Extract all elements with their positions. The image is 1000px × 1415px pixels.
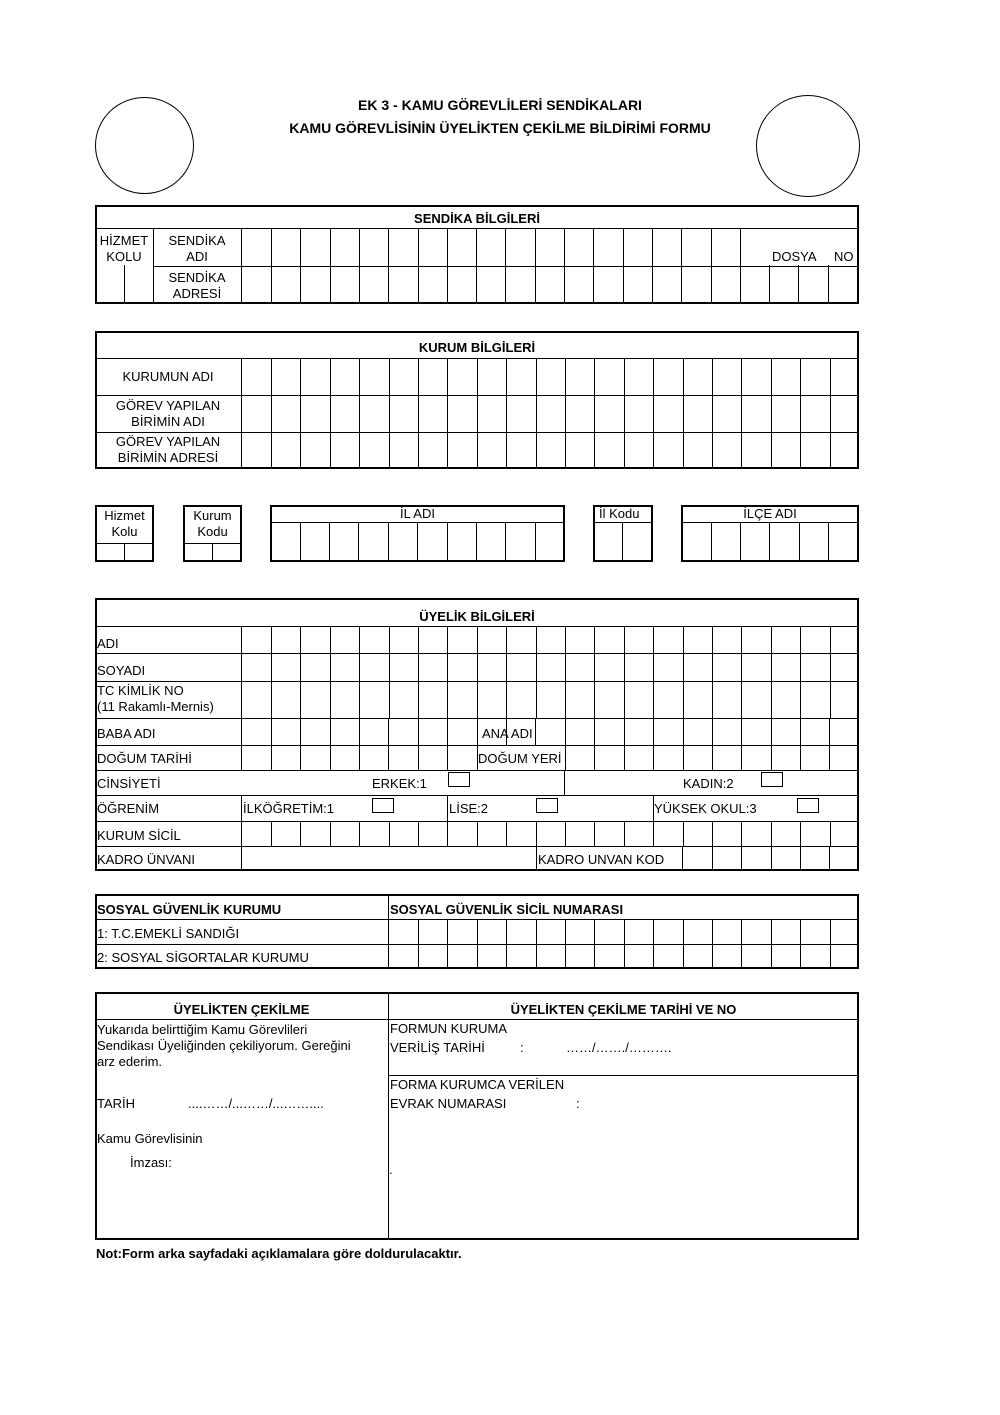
cell-divider bbox=[271, 626, 272, 718]
baba-adi-label: BABA ADI bbox=[97, 726, 156, 741]
dogum-yeri-label: DOĞUM YERİ bbox=[478, 751, 562, 766]
cell-divider bbox=[565, 919, 566, 969]
cell-divider bbox=[418, 821, 419, 846]
cell-divider bbox=[359, 718, 360, 770]
cell-divider bbox=[594, 358, 595, 469]
cekilme-right-header: ÜYELİKTEN ÇEKİLME TARİHİ VE NO bbox=[510, 1002, 737, 1017]
cell-divider bbox=[300, 228, 301, 303]
cell-divider bbox=[564, 228, 565, 303]
cell-divider bbox=[505, 228, 506, 303]
evrak-numarasi-label: EVRAK NUMARASI bbox=[390, 1096, 507, 1111]
hizmet-kolu-label: HİZMET KOLU bbox=[99, 233, 149, 264]
cell-divider bbox=[771, 846, 772, 871]
cell-divider bbox=[769, 522, 770, 562]
cell-divider bbox=[271, 821, 272, 846]
cell-divider bbox=[771, 626, 772, 718]
cell-divider bbox=[623, 228, 624, 303]
cell-divider bbox=[683, 358, 684, 469]
cell-divider bbox=[300, 718, 301, 770]
cell-divider bbox=[740, 228, 741, 303]
cell-divider bbox=[447, 919, 448, 969]
kurum-section-title: KURUM BİLGİLERİ bbox=[418, 340, 536, 355]
cell-divider bbox=[477, 821, 478, 846]
lise-checkbox[interactable] bbox=[536, 798, 558, 813]
ilkogretim-checkbox[interactable] bbox=[372, 798, 394, 813]
cell-divider bbox=[389, 358, 390, 469]
cell-divider bbox=[447, 795, 448, 821]
birim-adresi-label: GÖREV YAPILAN BİRİMİN ADRESİ bbox=[115, 434, 221, 465]
cell-divider bbox=[535, 718, 536, 745]
cell-divider bbox=[418, 228, 419, 303]
statement-line-2: Sendikası Üyeliğinden çekiliyorum. Gereğini bbox=[97, 1038, 351, 1053]
form-title-line2: KAMU GÖREVLİSİNİN ÜYELİKTEN ÇEKİLME BİLDİRİMİ FORMU bbox=[289, 120, 711, 136]
cell-divider bbox=[594, 745, 595, 770]
cell-divider bbox=[565, 626, 566, 718]
cell-divider bbox=[771, 745, 772, 770]
cell-divider bbox=[329, 522, 330, 562]
erkek-label: ERKEK:1 bbox=[372, 776, 427, 791]
cell-divider bbox=[741, 626, 742, 718]
gorevli-label: Kamu Görevlisinin bbox=[97, 1131, 203, 1146]
formun-kuruma-label: FORMUN KURUMA bbox=[390, 1021, 507, 1036]
soyadi-label: SOYADI bbox=[97, 663, 146, 678]
ana-adi-label: ANA ADI bbox=[482, 726, 533, 741]
cell-divider bbox=[800, 626, 801, 718]
cell-divider bbox=[741, 718, 742, 745]
kadro-unvan-kod-label: KADRO UNVAN KOD bbox=[538, 852, 665, 867]
cell-divider bbox=[830, 919, 831, 969]
cell-divider bbox=[447, 228, 448, 303]
cell-divider bbox=[800, 821, 801, 846]
kadin-label: KADIN:2 bbox=[683, 776, 734, 791]
cell-divider bbox=[800, 919, 801, 969]
cell-divider bbox=[830, 626, 831, 718]
cell-divider bbox=[624, 745, 625, 770]
cell-divider bbox=[536, 626, 537, 718]
cell-divider bbox=[712, 821, 713, 846]
cell-divider bbox=[506, 919, 507, 969]
cell-divider bbox=[799, 522, 800, 562]
cell-divider bbox=[594, 919, 595, 969]
no-label: NO bbox=[834, 249, 854, 264]
sgk-kurum-header: SOSYAL GÜVENLİK KURUMU bbox=[97, 902, 282, 917]
cell-divider bbox=[300, 821, 301, 846]
cell-divider bbox=[653, 795, 654, 821]
cell-divider bbox=[653, 626, 654, 718]
hizmet-kolu-code-label: Hizmet Kolu bbox=[104, 508, 145, 539]
cell-divider bbox=[477, 919, 478, 969]
cell-divider bbox=[771, 718, 772, 745]
cell-divider bbox=[828, 265, 829, 303]
cell-divider bbox=[300, 626, 301, 718]
cell-divider bbox=[681, 228, 682, 303]
cell-divider bbox=[536, 358, 537, 469]
tc-label-2: (11 Rakamlı-Mernis) bbox=[97, 699, 214, 714]
cell-divider bbox=[418, 358, 419, 469]
cell-divider bbox=[741, 358, 742, 469]
cell-divider bbox=[740, 522, 741, 562]
tarih-label: TARİH bbox=[97, 1096, 136, 1111]
verilis-tarihi-label: VERİLİŞ TARİHİ bbox=[390, 1040, 485, 1055]
kadin-checkbox[interactable] bbox=[761, 772, 783, 787]
cell-divider bbox=[300, 358, 301, 469]
adi-label: ADI bbox=[97, 636, 119, 651]
cell-divider bbox=[798, 265, 799, 303]
verilis-colon: : bbox=[520, 1040, 524, 1055]
footer-note: Not:Form arka sayfadaki açıklamalara göre doldurulacaktır. bbox=[96, 1246, 462, 1261]
cell-divider bbox=[593, 228, 594, 303]
tc-label-1: TC KİMLİK NO bbox=[97, 683, 184, 698]
sendika-adi-label: SENDİKA ADI bbox=[168, 233, 226, 264]
cell-divider bbox=[829, 718, 830, 745]
cell-divider bbox=[712, 358, 713, 469]
imza-label: İmzası: bbox=[130, 1155, 172, 1170]
cell-divider bbox=[653, 919, 654, 969]
cell-divider bbox=[477, 358, 478, 469]
dosya-label: DOSYA bbox=[772, 249, 817, 264]
cell-divider bbox=[535, 228, 536, 303]
cell-divider bbox=[741, 846, 742, 871]
ogrenim-label: ÖĞRENİM bbox=[97, 801, 160, 816]
cell-divider bbox=[447, 821, 448, 846]
cell-divider bbox=[712, 745, 713, 770]
statement-line-3: arz ederim. bbox=[97, 1054, 163, 1069]
cell-divider bbox=[712, 626, 713, 718]
cell-divider bbox=[624, 821, 625, 846]
lise-label: LİSE:2 bbox=[449, 801, 489, 816]
cell-divider bbox=[652, 228, 653, 303]
cell-divider bbox=[800, 718, 801, 745]
cell-divider bbox=[271, 358, 272, 469]
cell-divider bbox=[447, 358, 448, 469]
cell-divider bbox=[447, 626, 448, 718]
cell-divider bbox=[565, 821, 566, 846]
tarih-value[interactable]: ....……/...……/...…….... bbox=[188, 1096, 324, 1111]
cell-divider bbox=[741, 919, 742, 969]
cell-divider bbox=[418, 919, 419, 969]
cell-divider bbox=[300, 522, 301, 562]
cell-divider bbox=[536, 919, 537, 969]
cell-divider bbox=[565, 745, 566, 770]
verilis-tarihi-value[interactable]: ……/……./………. bbox=[566, 1040, 672, 1055]
cell-divider bbox=[536, 821, 537, 846]
cell-divider bbox=[624, 358, 625, 469]
cell-divider bbox=[829, 846, 830, 871]
dogum-tarihi-label: DOĞUM TARİHİ bbox=[97, 751, 192, 766]
cinsiyeti-label: CİNSİYETİ bbox=[97, 776, 161, 791]
cell-divider bbox=[800, 745, 801, 770]
cell-divider bbox=[359, 821, 360, 846]
cell-divider bbox=[389, 626, 390, 718]
cell-divider bbox=[769, 265, 770, 303]
cell-divider bbox=[653, 718, 654, 745]
cell-divider bbox=[476, 522, 477, 562]
cell-divider bbox=[359, 358, 360, 469]
cell-divider bbox=[330, 821, 331, 846]
cell-divider bbox=[388, 522, 389, 562]
cell-divider bbox=[771, 358, 772, 469]
statement-line-1: Yukarıda belirttiğim Kamu Görevlileri bbox=[97, 1022, 308, 1037]
cell-divider bbox=[800, 846, 801, 871]
cell-divider bbox=[271, 228, 272, 303]
cell-divider bbox=[447, 522, 448, 562]
cell-divider bbox=[418, 718, 419, 770]
cell-divider bbox=[683, 718, 684, 745]
cell-divider bbox=[711, 522, 712, 562]
kadro-unvani-label: KADRO ÜNVANI bbox=[97, 852, 195, 867]
sgk-sicil-header: SOSYAL GÜVENLİK SİCİL NUMARASI bbox=[390, 902, 624, 917]
cell-divider bbox=[829, 745, 830, 770]
cell-divider bbox=[594, 626, 595, 718]
cell-divider bbox=[682, 846, 683, 871]
cell-divider bbox=[741, 745, 742, 770]
cell-divider bbox=[712, 846, 713, 871]
cell-divider bbox=[712, 919, 713, 969]
cell-divider bbox=[388, 228, 389, 303]
kurum-kodu-code-label: Kurum Kodu bbox=[193, 508, 232, 539]
kurum-sicil-label: KURUM SİCİL bbox=[97, 828, 181, 843]
yuksek-okul-checkbox[interactable] bbox=[797, 798, 819, 813]
cell-divider bbox=[653, 358, 654, 469]
cell-divider bbox=[624, 718, 625, 745]
forma-kurumca-label: FORMA KURUMCA VERİLEN bbox=[390, 1077, 565, 1092]
cell-divider bbox=[359, 228, 360, 303]
cell-divider bbox=[271, 718, 272, 770]
evrak-colon: : bbox=[576, 1096, 580, 1111]
cell-divider bbox=[535, 522, 536, 562]
cell-divider bbox=[653, 745, 654, 770]
cell-divider bbox=[683, 745, 684, 770]
form-title-line1: EK 3 - KAMU GÖREVLİLERİ SENDİKALARI bbox=[358, 97, 642, 113]
cell-divider bbox=[800, 358, 801, 469]
cell-divider bbox=[506, 821, 507, 846]
cell-divider bbox=[711, 228, 712, 303]
cell-divider bbox=[359, 626, 360, 718]
cell-divider bbox=[771, 821, 772, 846]
ilce-adi-label: İLÇE ADI bbox=[743, 506, 797, 521]
cell-divider bbox=[476, 228, 477, 303]
ilkogretim-label: İLKÖĞRETİM:1 bbox=[243, 801, 335, 816]
cell-divider bbox=[624, 919, 625, 969]
cell-divider bbox=[330, 626, 331, 718]
kurumun-adi-label: KURUMUN ADI bbox=[122, 369, 214, 384]
cell-divider bbox=[830, 358, 831, 469]
sendika-adresi-label: SENDİKA ADRESİ bbox=[168, 270, 226, 301]
cell-divider bbox=[506, 358, 507, 469]
cell-divider bbox=[565, 718, 566, 745]
cell-divider bbox=[712, 718, 713, 745]
cell-divider bbox=[505, 522, 506, 562]
cell-divider bbox=[477, 718, 478, 770]
sendika-section-title: SENDİKA BİLGİLERİ bbox=[414, 211, 540, 226]
sgk-option-1: 1: T.C.EMEKLİ SANDIĞI bbox=[97, 926, 240, 941]
cell-divider bbox=[477, 626, 478, 718]
cell-divider bbox=[624, 626, 625, 718]
cell-divider bbox=[653, 821, 654, 846]
cell-divider bbox=[741, 821, 742, 846]
cell-divider bbox=[388, 718, 389, 770]
cell-divider bbox=[447, 718, 448, 770]
cell-divider bbox=[389, 821, 390, 846]
birim-adi-label: GÖREV YAPILAN BİRİMİN ADI bbox=[115, 398, 221, 429]
yuksek-okul-label: YÜKSEK OKUL:3 bbox=[654, 801, 757, 816]
erkek-checkbox[interactable] bbox=[448, 772, 470, 787]
cell-divider bbox=[594, 718, 595, 745]
cekilme-left-header: ÜYELİKTEN ÇEKİLME bbox=[173, 1002, 310, 1017]
stray-dot: . bbox=[389, 1162, 393, 1177]
cell-divider bbox=[594, 821, 595, 846]
cell-divider bbox=[828, 522, 829, 562]
cell-divider bbox=[565, 358, 566, 469]
cell-divider bbox=[330, 358, 331, 469]
cell-divider bbox=[418, 626, 419, 718]
cell-divider bbox=[683, 919, 684, 969]
il-kodu-label: İl Kodu bbox=[599, 506, 640, 521]
cell-divider bbox=[330, 228, 331, 303]
cell-divider bbox=[506, 626, 507, 718]
cell-divider bbox=[683, 821, 684, 846]
cell-divider bbox=[417, 522, 418, 562]
cell-divider bbox=[683, 626, 684, 718]
cell-divider bbox=[536, 846, 537, 871]
uyelik-section-title: ÜYELİK BİLGİLERİ bbox=[419, 609, 535, 624]
cell-divider bbox=[830, 821, 831, 846]
cell-divider bbox=[358, 522, 359, 562]
il-adi-label: İL ADI bbox=[400, 506, 435, 521]
cell-divider bbox=[330, 718, 331, 770]
sgk-option-2: 2: SOSYAL SİGORTALAR KURUMU bbox=[97, 950, 309, 965]
cell-divider bbox=[771, 919, 772, 969]
cell-divider bbox=[506, 718, 507, 745]
